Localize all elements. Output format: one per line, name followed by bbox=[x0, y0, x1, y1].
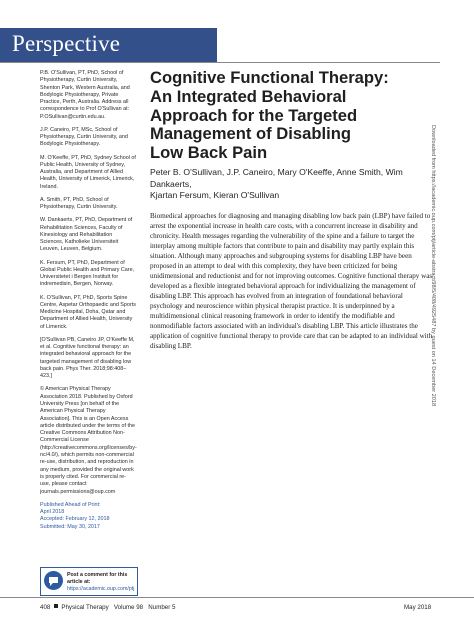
citation: [O'Sullivan PB, Caneiro JP, O'Keeffe M, et al. Cognitive functional therapy: an integrated behavioral approach for the targeted management of disabling low back pain. Phys Ther. 2018;98:408–423.] bbox=[40, 336, 135, 380]
affiliation-k-osullivan: K. O'Sullivan, PT, PhD, Sports Spine Centre, Aspetar Orthopaedic and Sports Medicine Hospital, Doha, Qatar and Department of Allied Health, University of Limerick. bbox=[40, 294, 136, 330]
copyright-notice: © American Physical Therapy Association 2018. Published by Oxford University Press [on behalf of the American Physical Therapy Association]. This is an Open Access article distributed under the terms of the Creative Commons Attribution Non-Commercial License (http://creativecommons.org/licenses/by-nc/4.0/), which permits non-commercial re-use, distribution, and reproduction in any medium, provided the original work is properly cited. For commercial re-use, please contact journals.permissions@oup.com bbox=[40, 386, 137, 495]
separator-square-icon bbox=[54, 604, 58, 608]
article-title bbox=[150, 69, 430, 163]
title-line: Cognitive Functional Therapy: bbox=[150, 68, 389, 87]
affiliation-smith: A. Smith, PT, PhD, School of Physiotherapy, Curtin University. bbox=[40, 196, 118, 211]
comment-heading: Post a comment for this article at: bbox=[67, 572, 128, 585]
author-sidebar bbox=[40, 70, 136, 531]
affiliation-dankaerts: W. Dankaerts, PT, PhD, Department of Rehabilitation Sciences, Faculty of Kinesiology and Rehabilitation Sciences, Katholieke Universiteit Leuven, Leuven, Belgium. bbox=[40, 217, 133, 253]
footer-date: May 2018 bbox=[404, 604, 432, 611]
download-notice: Downloaded from https://academic.oup.com/ptj/article-abstract/98/5/408/4925487 by guest on 14 December 2018 bbox=[430, 125, 436, 407]
accepted-date: Accepted: February 12, 2018 bbox=[40, 516, 110, 523]
footer-rule bbox=[0, 597, 474, 598]
author-list bbox=[150, 167, 440, 202]
issue-number: Number 5 bbox=[148, 604, 176, 611]
journal-name: Physical Therapy bbox=[61, 604, 109, 611]
title-line: Low Back Pain bbox=[150, 143, 268, 163]
volume: Volume 98 bbox=[113, 604, 144, 611]
banner-label: Perspective bbox=[12, 31, 121, 56]
affiliation-fersum: K. Fersum, PT, PhD, Department of Global Public Health and Primary Care, Universitetet i Bergen Institutt for indremedisin, Bergen, Norway. bbox=[40, 259, 135, 288]
published-ahead-date: April 2018 bbox=[40, 508, 65, 515]
abstract: Biomedical approaches for diagnosing and managing disabling low back pain (LBP) have failed to arrest the exponential increase in health care costs, with a concurrent increase in disability and chronicity. Health messages regarding the vulnerability of the spine and a failure to target the interplay among multiple factors that contribute to pain and disability may partly explain this situation. Although many approaches and subgrouping systems for disabling LBP have been proposed in an attempt to deal with this complexity, they have been criticized for being unidimensional and reductionist and for not improving outcomes. Cognitive functional therapy was developed as a flexible integrated behavioral approach for individualizing the management of disabling LBP. This approach has evolved from an integration of foundational behavioral psychology and neuroscience within physical therapist practice. It is underpinned by a multidimensional clinical reasoning framework in order to identify the modifiable and nonmodifiable factors associated with an individual's disabling LBP. This article illustrates the application of cognitive functional therapy to provide care that can be adapted to an individual with disabling LBP. bbox=[150, 212, 433, 350]
title-line: Management of Disabling bbox=[150, 124, 351, 144]
comment-box[interactable] bbox=[40, 567, 138, 596]
affiliation-osullivan: P.B. O'Sullivan, PT, PhD, School of Physiotherapy, Curtin University, Shenton Park, Western Australia, and Bodylogic Physiotherapy, Private Practice, Perth, Australia. Address all correspondence to Prof O'Sullivan at: P.OSullivan@curtin.edu.au. bbox=[40, 70, 130, 120]
affiliation-caneiro: J.P. Caneiro, PT, MSc, School of Physiotherapy, Curtin University, and Bodylogic Physiotherapy. bbox=[40, 126, 128, 148]
footer-left bbox=[40, 604, 175, 611]
published-ahead-label: Published Ahead of Print: bbox=[40, 501, 101, 508]
comment-icon bbox=[44, 571, 63, 590]
title-line: Approach for the Targeted bbox=[150, 105, 358, 125]
affiliation-okeeffe: M. O'Keeffe, PT, PhD, Sydney School of Public Health, University of Sydney, Australia, and Department of Allied Health, University of Limerick, Limerick, Ireland. bbox=[40, 154, 136, 190]
header-rule bbox=[0, 62, 440, 63]
comment-link[interactable]: https://academic.oup.com/ptj bbox=[67, 585, 135, 592]
section-banner bbox=[0, 28, 217, 62]
title-line: An Integrated Behavioral bbox=[150, 86, 347, 106]
submitted-date: Submitted: May 30, 2017 bbox=[40, 523, 100, 530]
author-line: Peter B. O'Sullivan, J.P. Caneiro, Mary O'Keeffe, Anne Smith, Wim Dankaerts, bbox=[150, 167, 403, 189]
comment-text bbox=[67, 572, 137, 592]
page-number: 408 bbox=[40, 604, 51, 611]
author-line: Kjartan Fersum, Kieran O'Sullivan bbox=[150, 190, 280, 201]
publication-dates bbox=[40, 502, 136, 531]
